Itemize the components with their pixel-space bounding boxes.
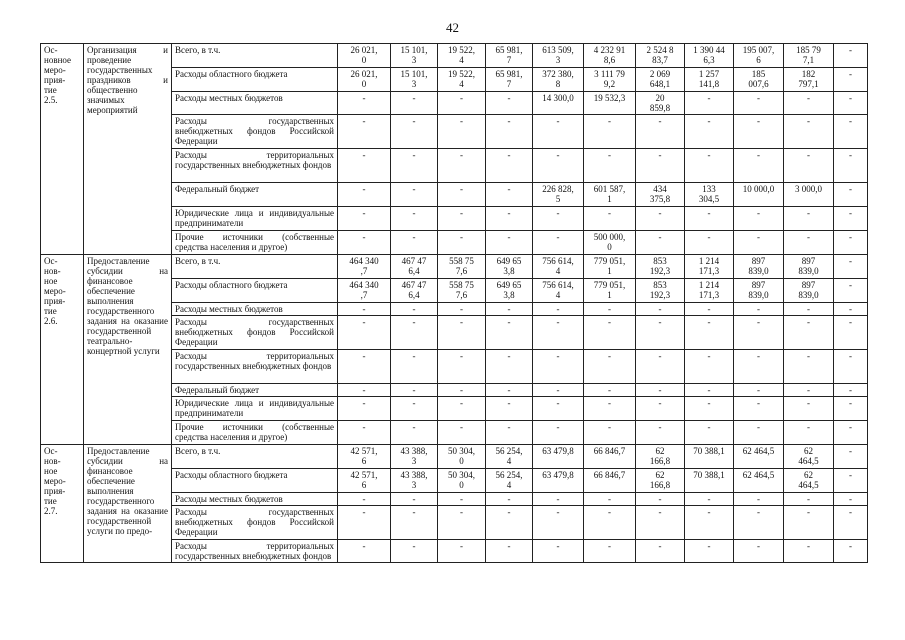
- amount-cell: 1 214 171,3: [685, 255, 734, 279]
- amount-cell: 70 388,1: [685, 469, 734, 493]
- amount-cell: -: [685, 316, 734, 350]
- funding-source: Расходы государственных внебюджетных фондов Российской Федерации: [172, 115, 338, 149]
- amount-cell: -: [784, 493, 834, 506]
- amount-cell: -: [636, 149, 685, 183]
- amount-cell: -: [834, 303, 868, 316]
- amount-cell: 62 464,5: [734, 469, 784, 493]
- amount-cell: 62 464,5: [784, 469, 834, 493]
- amount-cell: -: [486, 303, 533, 316]
- amount-cell: 65 981, 7: [486, 44, 533, 68]
- amount-cell: -: [486, 207, 533, 231]
- amount-cell: 43 388, 3: [391, 445, 438, 469]
- amount-cell: -: [636, 506, 685, 540]
- amount-cell: -: [438, 303, 486, 316]
- amount-cell: -: [533, 540, 584, 563]
- table-row: [41, 255, 868, 279]
- amount-cell: -: [533, 149, 584, 183]
- amount-cell: 779 051, 1: [584, 255, 636, 279]
- activity-name: Организация и проведение государственных праздников и общественно значимых мероприятий: [84, 44, 172, 255]
- amount-cell: -: [584, 207, 636, 231]
- funding-source: Расходы территориальных государственных внебюджетных фондов: [172, 540, 338, 563]
- amount-cell: -: [685, 493, 734, 506]
- amount-cell: -: [636, 207, 685, 231]
- amount-cell: -: [533, 115, 584, 149]
- amount-cell: -: [338, 316, 391, 350]
- amount-cell: 897 839,0: [784, 279, 834, 303]
- funding-source: Расходы областного бюджета: [172, 68, 338, 92]
- amount-cell: -: [636, 303, 685, 316]
- amount-cell: -: [784, 231, 834, 255]
- amount-cell: -: [486, 183, 533, 207]
- amount-cell: -: [338, 207, 391, 231]
- amount-cell: 42 571, 6: [338, 445, 391, 469]
- amount-cell: 1 214 171,3: [685, 279, 734, 303]
- amount-cell: 70 388,1: [685, 445, 734, 469]
- amount-cell: -: [834, 350, 868, 384]
- amount-cell: -: [784, 316, 834, 350]
- amount-cell: -: [338, 350, 391, 384]
- amount-cell: -: [784, 397, 834, 421]
- funding-source: Расходы территориальных государственных внебюджетных фондов: [172, 149, 338, 183]
- amount-cell: -: [533, 506, 584, 540]
- amount-cell: -: [834, 44, 868, 68]
- amount-cell: -: [734, 506, 784, 540]
- activity-id: Ос- нов- ное меро- прия- тие 2.6.: [41, 255, 84, 445]
- amount-cell: 14 300,0: [533, 92, 584, 115]
- table-row: [41, 445, 868, 469]
- amount-cell: -: [338, 397, 391, 421]
- amount-cell: 56 254, 4: [486, 469, 533, 493]
- amount-cell: -: [685, 92, 734, 115]
- amount-cell: -: [834, 397, 868, 421]
- amount-cell: -: [784, 384, 834, 397]
- amount-cell: -: [486, 397, 533, 421]
- amount-cell: -: [438, 421, 486, 445]
- amount-cell: -: [734, 540, 784, 563]
- funding-source: Расходы территориальных государственных внебюджетных фондов: [172, 350, 338, 384]
- amount-cell: -: [338, 493, 391, 506]
- amount-cell: -: [834, 207, 868, 231]
- funding-source: Всего, в т.ч.: [172, 255, 338, 279]
- amount-cell: -: [784, 207, 834, 231]
- amount-cell: -: [834, 231, 868, 255]
- amount-cell: -: [438, 183, 486, 207]
- amount-cell: -: [391, 421, 438, 445]
- amount-cell: 62 464,5: [784, 445, 834, 469]
- amount-cell: -: [584, 350, 636, 384]
- funding-source: Всего, в т.ч.: [172, 44, 338, 68]
- amount-cell: -: [584, 115, 636, 149]
- amount-cell: -: [486, 231, 533, 255]
- amount-cell: 50 304, 0: [438, 445, 486, 469]
- amount-cell: -: [685, 397, 734, 421]
- amount-cell: -: [533, 303, 584, 316]
- amount-cell: -: [636, 115, 685, 149]
- amount-cell: 65 981, 7: [486, 68, 533, 92]
- amount-cell: -: [685, 421, 734, 445]
- amount-cell: 133 304,5: [685, 183, 734, 207]
- amount-cell: 26 021, 0: [338, 44, 391, 68]
- amount-cell: -: [533, 231, 584, 255]
- amount-cell: 601 587, 1: [584, 183, 636, 207]
- amount-cell: -: [734, 316, 784, 350]
- amount-cell: -: [438, 316, 486, 350]
- amount-cell: -: [584, 149, 636, 183]
- amount-cell: -: [685, 149, 734, 183]
- amount-cell: 756 614, 4: [533, 255, 584, 279]
- amount-cell: -: [685, 207, 734, 231]
- amount-cell: -: [834, 92, 868, 115]
- amount-cell: 63 479,8: [533, 445, 584, 469]
- amount-cell: -: [685, 384, 734, 397]
- amount-cell: 4 232 91 8,6: [584, 44, 636, 68]
- amount-cell: 63 479,8: [533, 469, 584, 493]
- amount-cell: -: [391, 384, 438, 397]
- amount-cell: -: [533, 421, 584, 445]
- amount-cell: -: [834, 421, 868, 445]
- amount-cell: -: [438, 506, 486, 540]
- amount-cell: -: [834, 469, 868, 493]
- funding-source: Прочие источники (собственные средства населения и другое): [172, 421, 338, 445]
- amount-cell: 15 101, 3: [391, 44, 438, 68]
- amount-cell: 66 846,7: [584, 445, 636, 469]
- activity-id: Ос- новное меро- прия- тие 2.5.: [41, 44, 84, 255]
- amount-cell: -: [486, 384, 533, 397]
- amount-cell: -: [584, 506, 636, 540]
- amount-cell: -: [636, 384, 685, 397]
- amount-cell: -: [584, 316, 636, 350]
- amount-cell: -: [438, 397, 486, 421]
- amount-cell: -: [584, 384, 636, 397]
- amount-cell: 467 47 6,4: [391, 279, 438, 303]
- amount-cell: -: [834, 68, 868, 92]
- amount-cell: 467 47 6,4: [391, 255, 438, 279]
- amount-cell: -: [533, 493, 584, 506]
- amount-cell: -: [734, 350, 784, 384]
- amount-cell: -: [391, 92, 438, 115]
- amount-cell: -: [338, 92, 391, 115]
- amount-cell: 2 069 648,1: [636, 68, 685, 92]
- amount-cell: 897 839,0: [784, 255, 834, 279]
- amount-cell: -: [438, 207, 486, 231]
- amount-cell: -: [338, 421, 391, 445]
- amount-cell: 897 839,0: [734, 255, 784, 279]
- amount-cell: -: [391, 149, 438, 183]
- amount-cell: 897 839,0: [734, 279, 784, 303]
- amount-cell: -: [438, 540, 486, 563]
- amount-cell: -: [438, 92, 486, 115]
- amount-cell: -: [734, 92, 784, 115]
- amount-cell: -: [784, 506, 834, 540]
- amount-cell: -: [438, 115, 486, 149]
- amount-cell: -: [636, 493, 685, 506]
- funding-source: Расходы местных бюджетов: [172, 303, 338, 316]
- funding-source: Расходы государственных внебюджетных фондов Российской Федерации: [172, 506, 338, 540]
- amount-cell: 15 101, 3: [391, 68, 438, 92]
- amount-cell: 756 614, 4: [533, 279, 584, 303]
- amount-cell: 10 000,0: [734, 183, 784, 207]
- amount-cell: -: [391, 506, 438, 540]
- amount-cell: 62 166,8: [636, 469, 685, 493]
- amount-cell: -: [784, 350, 834, 384]
- amount-cell: 649 65 3,8: [486, 279, 533, 303]
- funding-source: Федеральный бюджет: [172, 183, 338, 207]
- amount-cell: -: [533, 384, 584, 397]
- funding-source: Расходы областного бюджета: [172, 279, 338, 303]
- amount-cell: -: [685, 115, 734, 149]
- amount-cell: -: [834, 445, 868, 469]
- amount-cell: -: [338, 540, 391, 563]
- amount-cell: -: [784, 149, 834, 183]
- amount-cell: 779 051, 1: [584, 279, 636, 303]
- amount-cell: 558 75 7,6: [438, 255, 486, 279]
- amount-cell: -: [438, 149, 486, 183]
- amount-cell: 66 846,7: [584, 469, 636, 493]
- amount-cell: 558 75 7,6: [438, 279, 486, 303]
- amount-cell: -: [685, 303, 734, 316]
- amount-cell: -: [533, 207, 584, 231]
- amount-cell: -: [784, 115, 834, 149]
- amount-cell: -: [486, 316, 533, 350]
- table-row: [41, 44, 868, 68]
- amount-cell: -: [338, 183, 391, 207]
- amount-cell: -: [338, 506, 391, 540]
- amount-cell: -: [685, 506, 734, 540]
- amount-cell: -: [533, 316, 584, 350]
- amount-cell: -: [636, 350, 685, 384]
- amount-cell: -: [685, 350, 734, 384]
- amount-cell: -: [784, 303, 834, 316]
- amount-cell: 19 522, 4: [438, 68, 486, 92]
- amount-cell: -: [533, 350, 584, 384]
- amount-cell: -: [338, 149, 391, 183]
- funding-source: Расходы государственных внебюджетных фондов Российской Федерации: [172, 316, 338, 350]
- amount-cell: -: [734, 231, 784, 255]
- amount-cell: -: [391, 493, 438, 506]
- funding-source: Расходы областного бюджета: [172, 469, 338, 493]
- amount-cell: -: [438, 384, 486, 397]
- amount-cell: 853 192,3: [636, 255, 685, 279]
- amount-cell: 500 000, 0: [584, 231, 636, 255]
- amount-cell: 649 65 3,8: [486, 255, 533, 279]
- amount-cell: -: [438, 231, 486, 255]
- amount-cell: 20 859,8: [636, 92, 685, 115]
- amount-cell: 613 509, 3: [533, 44, 584, 68]
- funding-source: Расходы местных бюджетов: [172, 493, 338, 506]
- amount-cell: 464 340 ,7: [338, 279, 391, 303]
- amount-cell: 2 524 8 83,7: [636, 44, 685, 68]
- amount-cell: -: [685, 540, 734, 563]
- amount-cell: 1 390 44 6,3: [685, 44, 734, 68]
- amount-cell: -: [734, 384, 784, 397]
- amount-cell: -: [338, 384, 391, 397]
- amount-cell: -: [486, 540, 533, 563]
- amount-cell: 42 571, 6: [338, 469, 391, 493]
- amount-cell: -: [391, 540, 438, 563]
- funding-source: Прочие источники (собственные средства населения и другое): [172, 231, 338, 255]
- amount-cell: 50 304, 0: [438, 469, 486, 493]
- activity-name: Предоставление субсидии на финансовое обеспечение выполнения государственного задания на оказание государственной услуги по предо-: [84, 445, 172, 563]
- amount-cell: -: [834, 149, 868, 183]
- amount-cell: -: [486, 92, 533, 115]
- amount-cell: 185 79 7,1: [784, 44, 834, 68]
- amount-cell: -: [734, 207, 784, 231]
- funding-source: Расходы местных бюджетов: [172, 92, 338, 115]
- amount-cell: -: [784, 421, 834, 445]
- amount-cell: -: [734, 115, 784, 149]
- amount-cell: 1 257 141,8: [685, 68, 734, 92]
- amount-cell: -: [834, 506, 868, 540]
- amount-cell: 853 192,3: [636, 279, 685, 303]
- amount-cell: -: [584, 303, 636, 316]
- amount-cell: -: [486, 115, 533, 149]
- amount-cell: 3 111 79 9,2: [584, 68, 636, 92]
- amount-cell: -: [391, 350, 438, 384]
- amount-cell: -: [834, 255, 868, 279]
- amount-cell: 62 464,5: [734, 445, 784, 469]
- amount-cell: -: [391, 183, 438, 207]
- amount-cell: -: [834, 384, 868, 397]
- amount-cell: -: [486, 350, 533, 384]
- amount-cell: -: [338, 303, 391, 316]
- funding-source: Юридические лица и индивидуальные предприниматели: [172, 207, 338, 231]
- amount-cell: -: [734, 303, 784, 316]
- amount-cell: -: [834, 279, 868, 303]
- activity-name: Предоставление субсидии на финансовое обеспечение выполнения государственного задания на оказание государственной театрально-концертной услуги: [84, 255, 172, 445]
- amount-cell: 43 388, 3: [391, 469, 438, 493]
- amount-cell: -: [834, 115, 868, 149]
- amount-cell: 19 522, 4: [438, 44, 486, 68]
- amount-cell: -: [636, 231, 685, 255]
- amount-cell: 372 380, 8: [533, 68, 584, 92]
- budget-table: [40, 43, 868, 563]
- amount-cell: -: [834, 493, 868, 506]
- amount-cell: -: [636, 421, 685, 445]
- amount-cell: -: [734, 149, 784, 183]
- amount-cell: 195 007, 6: [734, 44, 784, 68]
- amount-cell: 19 532,3: [584, 92, 636, 115]
- amount-cell: -: [734, 493, 784, 506]
- amount-cell: -: [391, 316, 438, 350]
- amount-cell: -: [438, 493, 486, 506]
- amount-cell: -: [636, 316, 685, 350]
- amount-cell: -: [584, 493, 636, 506]
- amount-cell: 3 000,0: [784, 183, 834, 207]
- amount-cell: -: [834, 540, 868, 563]
- amount-cell: -: [784, 540, 834, 563]
- amount-cell: -: [584, 421, 636, 445]
- funding-source: Федеральный бюджет: [172, 384, 338, 397]
- amount-cell: -: [486, 506, 533, 540]
- amount-cell: 26 021, 0: [338, 68, 391, 92]
- amount-cell: 434 375,8: [636, 183, 685, 207]
- amount-cell: -: [391, 231, 438, 255]
- amount-cell: -: [584, 540, 636, 563]
- amount-cell: -: [784, 92, 834, 115]
- amount-cell: -: [584, 397, 636, 421]
- amount-cell: -: [486, 493, 533, 506]
- amount-cell: -: [834, 183, 868, 207]
- amount-cell: 226 828, 5: [533, 183, 584, 207]
- amount-cell: -: [834, 316, 868, 350]
- amount-cell: 62 166,8: [636, 445, 685, 469]
- funding-source: Всего, в т.ч.: [172, 445, 338, 469]
- amount-cell: -: [438, 350, 486, 384]
- amount-cell: -: [533, 397, 584, 421]
- funding-source: Юридические лица и индивидуальные предприниматели: [172, 397, 338, 421]
- amount-cell: -: [391, 397, 438, 421]
- amount-cell: -: [734, 397, 784, 421]
- amount-cell: -: [636, 540, 685, 563]
- amount-cell: -: [685, 231, 734, 255]
- amount-cell: -: [391, 115, 438, 149]
- amount-cell: 182 797,1: [784, 68, 834, 92]
- amount-cell: -: [486, 421, 533, 445]
- amount-cell: 185 007,6: [734, 68, 784, 92]
- amount-cell: -: [338, 231, 391, 255]
- amount-cell: 464 340 ,7: [338, 255, 391, 279]
- amount-cell: -: [734, 421, 784, 445]
- amount-cell: -: [338, 115, 391, 149]
- amount-cell: -: [636, 397, 685, 421]
- activity-id: Ос- нов- ное меро- прия- тие 2.7.: [41, 445, 84, 563]
- page-number: 42: [446, 20, 459, 35]
- amount-cell: -: [486, 149, 533, 183]
- amount-cell: -: [391, 207, 438, 231]
- amount-cell: 56 254, 4: [486, 445, 533, 469]
- amount-cell: -: [391, 303, 438, 316]
